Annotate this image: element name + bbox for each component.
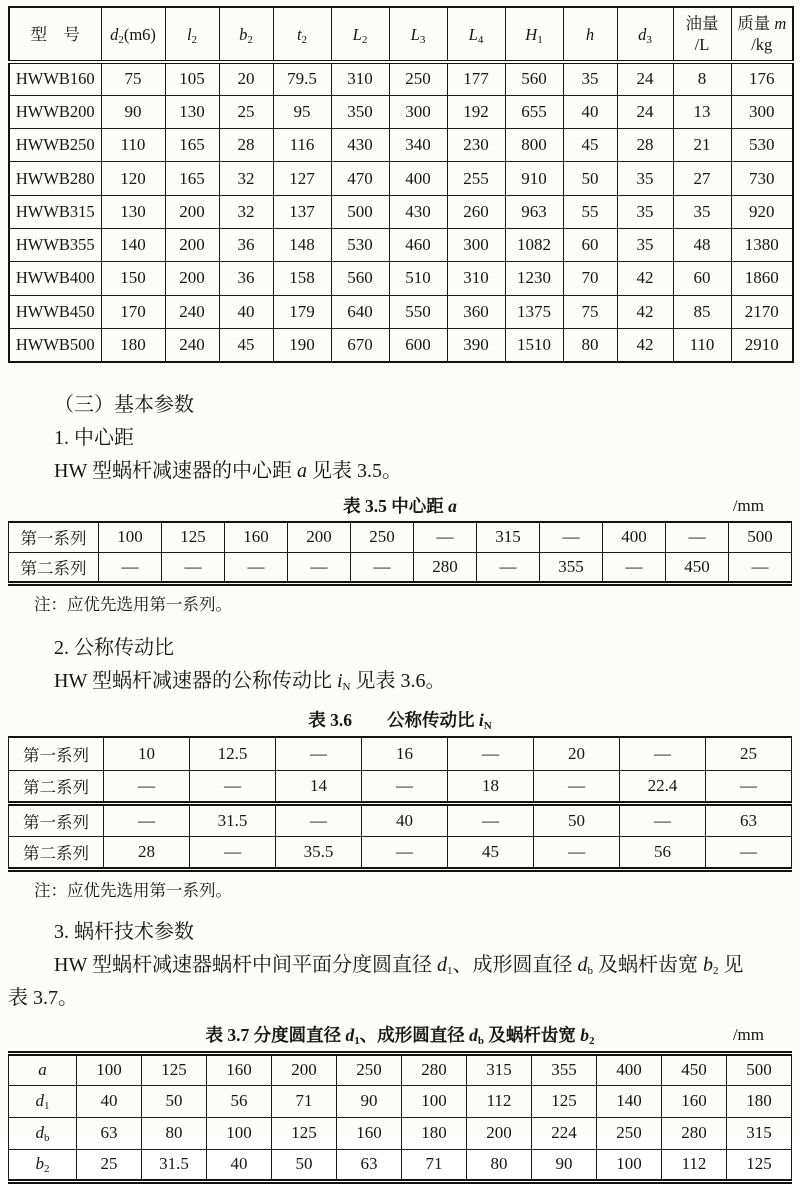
table-cell: 160: [207, 1053, 272, 1085]
table-row: [9, 1149, 792, 1181]
table-cell: 32: [219, 162, 273, 195]
row-label: HWWB355: [9, 228, 101, 261]
table-cell: 60: [673, 262, 731, 295]
table-cell: 8: [673, 62, 731, 95]
table-cell: 40: [362, 803, 448, 836]
table-cell: 125: [162, 522, 225, 553]
table-cell: 315: [727, 1117, 792, 1149]
table-cell: 63: [337, 1149, 402, 1181]
table-cell: 1375: [505, 295, 563, 328]
table-cell: 55: [563, 195, 617, 228]
table-cell: 112: [467, 1085, 532, 1117]
table-cell: 148: [273, 228, 331, 261]
table-cell: 350: [331, 95, 389, 128]
table-cell: 75: [563, 295, 617, 328]
table-cell: 190: [273, 328, 331, 361]
table-cell: 200: [165, 195, 219, 228]
column-header-H1: $H_1$: [505, 7, 563, 62]
table-cell: 180: [727, 1085, 792, 1117]
table-cell: 60: [563, 228, 617, 261]
table-cell: 450: [666, 553, 729, 584]
table-cell: 100: [77, 1053, 142, 1085]
table-cell: 31.5: [142, 1149, 207, 1181]
table-cell: 640: [331, 295, 389, 328]
table-cell: 71: [402, 1149, 467, 1181]
row-label: HWWB200: [9, 95, 101, 128]
transmission-ratio-table: [8, 736, 792, 872]
table-cell: —: [190, 770, 276, 803]
table-cell: 200: [165, 262, 219, 295]
table-cell: 85: [673, 295, 731, 328]
column-header-L2: $L_2$: [331, 7, 389, 62]
table-cell: —: [620, 737, 706, 770]
table-cell: 1860: [731, 262, 793, 295]
table-cell: 14: [276, 770, 362, 803]
center-distance-table: [8, 521, 792, 587]
table-cell: 280: [402, 1053, 467, 1085]
table-cell: 21: [673, 129, 731, 162]
table-cell: —: [448, 737, 534, 770]
table-cell: —: [351, 553, 414, 584]
table-row: [9, 1085, 792, 1117]
table-cell: 35: [673, 195, 731, 228]
table-cell: 165: [165, 162, 219, 195]
table-cell: 260: [447, 195, 505, 228]
row-label: HWWB315: [9, 195, 101, 228]
subsection-3-title: 3. 蜗杆技术参数: [54, 920, 194, 943]
table-cell: 158: [273, 262, 331, 295]
table-cell: 250: [351, 522, 414, 553]
table-cell: 250: [597, 1117, 662, 1149]
table-cell: 36: [219, 228, 273, 261]
column-header-mass: [731, 7, 793, 62]
oil-label-line2: /L: [694, 35, 710, 54]
table-cell: 176: [731, 62, 793, 95]
row-label: $d_1$: [9, 1085, 77, 1117]
column-header-b2: $b_2$: [219, 7, 273, 62]
table-cell: 112: [662, 1149, 727, 1181]
table-cell: 200: [467, 1117, 532, 1149]
column-header-d3: $d_3$: [617, 7, 673, 62]
mass-label-line1: 质量 m: [737, 14, 787, 33]
table-cell: 40: [219, 295, 273, 328]
table-cell: 105: [165, 62, 219, 95]
table-cell: 470: [331, 162, 389, 195]
table-cell: 130: [101, 195, 165, 228]
table-cell: 530: [731, 129, 793, 162]
table-cell: 56: [620, 836, 706, 869]
table-cell: 80: [467, 1149, 532, 1181]
table-cell: —: [534, 836, 620, 869]
table-cell: 35: [563, 62, 617, 95]
table-cell: 430: [331, 129, 389, 162]
table-cell: 25: [219, 95, 273, 128]
table-cell: —: [104, 803, 190, 836]
table-cell: 250: [337, 1053, 402, 1085]
table-cell: —: [666, 522, 729, 553]
table-cell: 530: [331, 228, 389, 261]
table-row: [9, 95, 793, 128]
table-cell: 116: [273, 129, 331, 162]
section-heading: （三）基本参数: [54, 393, 194, 416]
table-row: [9, 770, 792, 803]
table-cell: 560: [505, 62, 563, 95]
table-cell: —: [540, 522, 603, 553]
table-cell: —: [104, 770, 190, 803]
table-cell: 110: [101, 129, 165, 162]
table-cell: —: [362, 836, 448, 869]
table-row: [9, 295, 793, 328]
table-cell: —: [276, 803, 362, 836]
table-cell: 192: [447, 95, 505, 128]
table-cell: 800: [505, 129, 563, 162]
table-row: [9, 1053, 792, 1085]
table-cell: —: [706, 836, 792, 869]
row-label: HWWB280: [9, 162, 101, 195]
table-cell: 550: [389, 295, 447, 328]
subsection-2-title: 2. 公称传动比: [54, 637, 174, 660]
table-cell: 300: [447, 228, 505, 261]
row-label: HWWB500: [9, 328, 101, 361]
table-cell: 80: [142, 1117, 207, 1149]
table-cell: 90: [532, 1149, 597, 1181]
row-label: HWWB450: [9, 295, 101, 328]
table-cell: 63: [706, 803, 792, 836]
table-cell: 42: [617, 262, 673, 295]
table-3-5-caption: 表 3.5 中心距 a /mm: [343, 495, 764, 516]
table-cell: 48: [673, 228, 731, 261]
table-cell: —: [534, 770, 620, 803]
table-row: [9, 228, 793, 261]
table-cell: 50: [142, 1085, 207, 1117]
table-3-5-note: 注：应优先选用第一系列。: [34, 595, 232, 615]
table-cell: 22.4: [620, 770, 706, 803]
table-cell: 500: [727, 1053, 792, 1085]
table-cell: —: [603, 553, 666, 584]
column-header-L4: $L_4$: [447, 7, 505, 62]
table-cell: 390: [447, 328, 505, 361]
table-row: [9, 62, 793, 95]
column-header-t2: $t_2$: [273, 7, 331, 62]
table-cell: —: [99, 553, 162, 584]
table-cell: 400: [389, 162, 447, 195]
row-label: 第二系列: [9, 553, 99, 584]
table-cell: 400: [597, 1053, 662, 1085]
column-header-oil: [673, 7, 731, 62]
table-cell: 75: [101, 62, 165, 95]
mass-label-line2: /kg: [751, 35, 773, 54]
table-cell: 50: [534, 803, 620, 836]
table-cell: 28: [104, 836, 190, 869]
table-cell: 45: [448, 836, 534, 869]
table-cell: 2170: [731, 295, 793, 328]
table-cell: 100: [99, 522, 162, 553]
table-cell: 100: [597, 1149, 662, 1181]
table-cell: 18: [448, 770, 534, 803]
table-cell: 42: [617, 295, 673, 328]
table-cell: —: [477, 553, 540, 584]
table-cell: —: [162, 553, 225, 584]
table-cell: 450: [662, 1053, 727, 1085]
table-cell: 90: [337, 1085, 402, 1117]
table-row: [9, 129, 793, 162]
table-cell: 35: [617, 228, 673, 261]
table-cell: 200: [288, 522, 351, 553]
table-row: [9, 328, 793, 361]
table-3-7-caption: 表 3.7 分度圆直径 $d_1$、成形圆直径 $d_b$ 及蜗杆齿宽 $b_2$ /mm: [205, 1024, 764, 1047]
table-cell: 32: [219, 195, 273, 228]
table-cell: 240: [165, 295, 219, 328]
table-cell: 180: [402, 1117, 467, 1149]
table-cell: 35: [617, 195, 673, 228]
table-cell: 80: [563, 328, 617, 361]
table-cell: 120: [101, 162, 165, 195]
column-header-d2: $d_2(m6)$: [101, 7, 165, 62]
table-cell: 400: [603, 522, 666, 553]
row-label: 第一系列: [9, 803, 104, 836]
table-row: [9, 553, 792, 584]
table-row: [9, 803, 792, 836]
table-cell: 42: [617, 328, 673, 361]
table-cell: 35: [617, 162, 673, 195]
table-cell: 63: [77, 1117, 142, 1149]
table-cell: 200: [165, 228, 219, 261]
table-cell: 1510: [505, 328, 563, 361]
table-cell: —: [729, 553, 792, 584]
table-cell: 170: [101, 295, 165, 328]
table-cell: 28: [617, 129, 673, 162]
row-label: $b_2$: [9, 1149, 77, 1181]
table-3-6-caption: 表 3.6 公称传动比 $i_N$: [308, 710, 492, 733]
table-cell: 125: [727, 1149, 792, 1181]
table-cell: 355: [540, 553, 603, 584]
table-cell: 255: [447, 162, 505, 195]
table-cell: 35.5: [276, 836, 362, 869]
table-cell: 160: [662, 1085, 727, 1117]
table-cell: 140: [101, 228, 165, 261]
subsection-3-paragraph-line1: HW 型蜗杆减速器蜗杆中间平面分度圆直径 $d_1$、成形圆直径 $d_b$ 及蜗杆齿宽 $b_2$ 见: [54, 953, 744, 977]
table-cell: 130: [165, 95, 219, 128]
table-cell: 920: [731, 195, 793, 228]
table-cell: 460: [389, 228, 447, 261]
table-cell: 79.5: [273, 62, 331, 95]
row-label: HWWB160: [9, 62, 101, 95]
table-cell: 1082: [505, 228, 563, 261]
table-cell: 56: [207, 1085, 272, 1117]
table-cell: 16: [362, 737, 448, 770]
row-label: 第二系列: [9, 836, 104, 869]
table-cell: 10: [104, 737, 190, 770]
table-cell: 45: [219, 328, 273, 361]
table-cell: 160: [337, 1117, 402, 1149]
table-cell: 910: [505, 162, 563, 195]
table-cell: 430: [389, 195, 447, 228]
table-cell: —: [288, 553, 351, 584]
table-header-row: [9, 7, 793, 62]
table-cell: 25: [77, 1149, 142, 1181]
oil-label-line1: 油量: [685, 14, 719, 33]
table-cell: 36: [219, 262, 273, 295]
table-cell: 27: [673, 162, 731, 195]
table-cell: 71: [272, 1085, 337, 1117]
table-row: [9, 737, 792, 770]
table-cell: 100: [402, 1085, 467, 1117]
column-header-model: 型 号: [9, 7, 101, 62]
table-cell: 250: [389, 62, 447, 95]
table-row: [9, 1117, 792, 1149]
table-cell: 40: [77, 1085, 142, 1117]
subsection-1-title: 1. 中心距: [54, 426, 134, 449]
worm-parameters-table: [8, 1051, 792, 1184]
table-cell: 1380: [731, 228, 793, 261]
column-header-l2: $l_2$: [165, 7, 219, 62]
table-cell: 310: [331, 62, 389, 95]
table-3-6-note: 注：应优先选用第一系列。: [34, 880, 232, 900]
table-cell: 280: [414, 553, 477, 584]
column-header-h: h: [563, 7, 617, 62]
table-cell: 40: [563, 95, 617, 128]
table-row: [9, 522, 792, 553]
row-label: HWWB250: [9, 129, 101, 162]
table-cell: 230: [447, 129, 505, 162]
table-cell: 315: [477, 522, 540, 553]
table-cell: 177: [447, 62, 505, 95]
table-cell: 95: [273, 95, 331, 128]
table-cell: —: [706, 770, 792, 803]
table-cell: 20: [219, 62, 273, 95]
table-cell: 50: [272, 1149, 337, 1181]
table-cell: 240: [165, 328, 219, 361]
table-cell: 2910: [731, 328, 793, 361]
table-cell: 20: [534, 737, 620, 770]
table-cell: 125: [532, 1085, 597, 1117]
table-cell: 50: [563, 162, 617, 195]
table-cell: 40: [207, 1149, 272, 1181]
table-row: [9, 162, 793, 195]
subsection-1-paragraph: HW 型蜗杆减速器的中心距 a 见表 3.5。: [54, 459, 402, 482]
table-cell: 600: [389, 328, 447, 361]
table-cell: 179: [273, 295, 331, 328]
table-cell: 70: [563, 262, 617, 295]
table-cell: 137: [273, 195, 331, 228]
table-row: [9, 195, 793, 228]
row-label: 第二系列: [9, 770, 104, 803]
table-cell: 90: [101, 95, 165, 128]
table-cell: 730: [731, 162, 793, 195]
table-cell: —: [190, 836, 276, 869]
table-cell: —: [414, 522, 477, 553]
table-cell: —: [362, 770, 448, 803]
table-cell: 963: [505, 195, 563, 228]
table-cell: 25: [706, 737, 792, 770]
table-cell: 28: [219, 129, 273, 162]
table-cell: 310: [447, 262, 505, 295]
row-label: 第一系列: [9, 737, 104, 770]
table-cell: 300: [731, 95, 793, 128]
table-cell: 560: [331, 262, 389, 295]
table-cell: 100: [207, 1117, 272, 1149]
row-label: a: [9, 1053, 77, 1085]
table-cell: 125: [142, 1053, 207, 1085]
table-cell: 180: [101, 328, 165, 361]
table-cell: 200: [272, 1053, 337, 1085]
table-cell: 13: [673, 95, 731, 128]
table-cell: 165: [165, 129, 219, 162]
table-cell: 45: [563, 129, 617, 162]
subsection-2-paragraph: HW 型蜗杆减速器的公称传动比 $i_N$ 见表 3.6。: [54, 670, 446, 694]
column-header-L3: $L_3$: [389, 7, 447, 62]
table-cell: 670: [331, 328, 389, 361]
table-cell: 12.5: [190, 737, 276, 770]
table-row: [9, 836, 792, 869]
table-cell: 160: [225, 522, 288, 553]
table-cell: 355: [532, 1053, 597, 1085]
table-cell: —: [276, 737, 362, 770]
table-cell: 280: [662, 1117, 727, 1149]
table-cell: 127: [273, 162, 331, 195]
table-cell: 110: [673, 328, 731, 361]
table-cell: 125: [272, 1117, 337, 1149]
table-cell: —: [620, 803, 706, 836]
table-row: [9, 262, 793, 295]
table-cell: 1230: [505, 262, 563, 295]
table-cell: 140: [597, 1085, 662, 1117]
table-cell: 360: [447, 295, 505, 328]
table-cell: 500: [729, 522, 792, 553]
table-cell: 150: [101, 262, 165, 295]
table-cell: 315: [467, 1053, 532, 1085]
subsection-3-paragraph-line2: 表 3.7。: [8, 986, 78, 1009]
row-label: $d_b$: [9, 1117, 77, 1149]
table-cell: 655: [505, 95, 563, 128]
table-cell: 224: [532, 1117, 597, 1149]
table-cell: 500: [331, 195, 389, 228]
table-cell: 300: [389, 95, 447, 128]
unit-label: /mm: [732, 495, 764, 515]
table-cell: 510: [389, 262, 447, 295]
unit-label: /mm: [732, 1024, 764, 1044]
table-cell: 24: [617, 62, 673, 95]
table-cell: —: [448, 803, 534, 836]
row-label: HWWB400: [9, 262, 101, 295]
table-cell: —: [225, 553, 288, 584]
reducer-dimensions-table: [8, 6, 794, 363]
row-label: 第一系列: [9, 522, 99, 553]
table-cell: 24: [617, 95, 673, 128]
table-cell: 31.5: [190, 803, 276, 836]
table-cell: 340: [389, 129, 447, 162]
